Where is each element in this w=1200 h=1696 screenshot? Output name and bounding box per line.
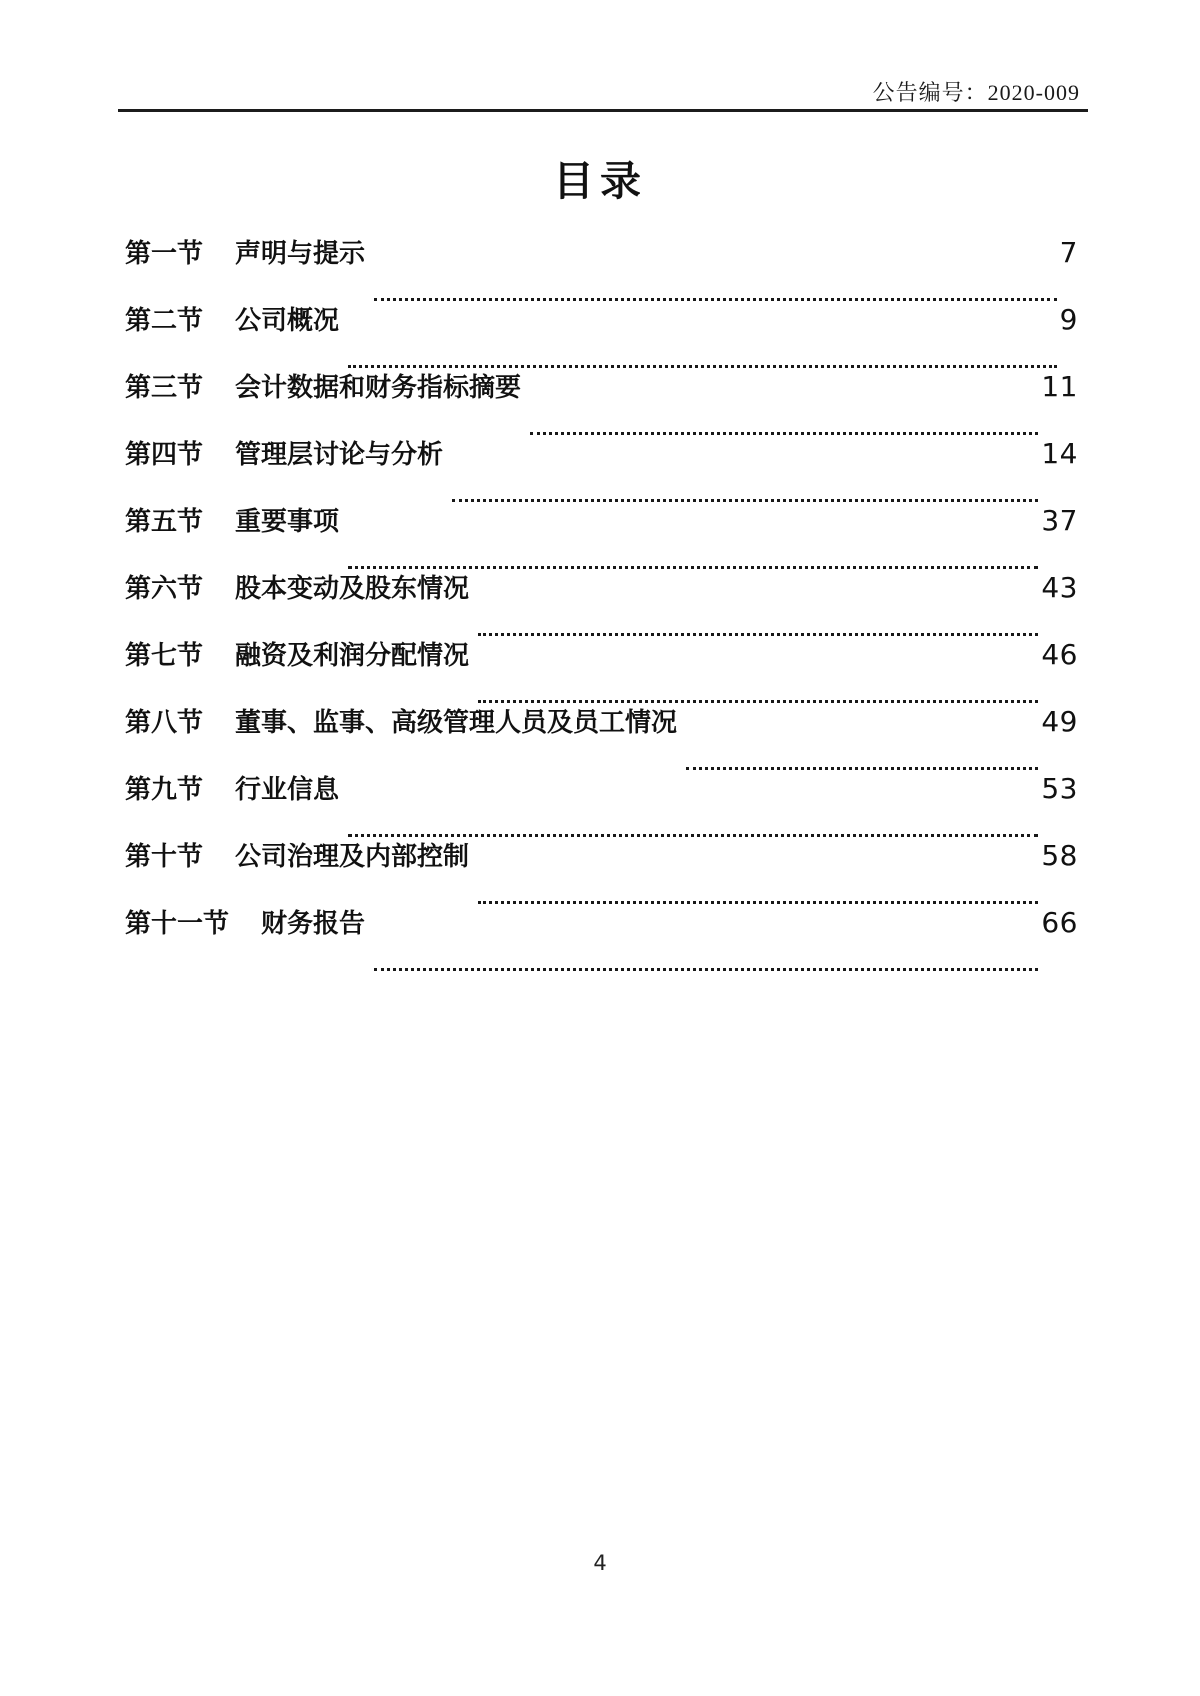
toc-page-number: 58: [1041, 839, 1078, 872]
toc-page-number: 14: [1041, 437, 1078, 470]
dot-leader: [530, 432, 1038, 435]
dot-leader: [478, 700, 1038, 703]
dot-leader: [374, 298, 1057, 301]
dot-leader: [374, 968, 1038, 971]
toc-entry[interactable]: [125, 774, 1078, 841]
dot-leader: [348, 566, 1038, 569]
toc-entry-title: 融资及利润分配情况: [235, 641, 470, 670]
toc-page-number: 49: [1041, 705, 1078, 738]
toc-entry-title: 公司概况: [235, 306, 340, 335]
toc-section-label: 第五节: [125, 507, 204, 536]
dot-leader: [348, 834, 1038, 837]
toc-entry[interactable]: [125, 908, 1078, 975]
announcement-number: 公告编号：2020-009: [872, 80, 1080, 105]
toc-page-number: 43: [1041, 571, 1078, 604]
toc-section-label: 第二节: [125, 306, 204, 335]
toc-page-number: 11: [1041, 370, 1078, 403]
toc-entry[interactable]: [125, 573, 1078, 640]
toc-section-label: 第八节: [125, 708, 204, 737]
dot-leader: [686, 767, 1038, 770]
toc-entry[interactable]: [125, 238, 1078, 305]
toc-entry[interactable]: [125, 841, 1078, 908]
dot-leader: [452, 499, 1038, 502]
toc-list: [125, 238, 1078, 975]
toc-section-label: 第十节: [125, 842, 204, 871]
toc-entry[interactable]: [125, 305, 1078, 372]
toc-entry-title: 董事、监事、高级管理人员及员工情况: [235, 708, 678, 737]
toc-entry[interactable]: [125, 506, 1078, 573]
page-title: 目录: [553, 158, 647, 204]
toc-page-number: 66: [1041, 906, 1078, 939]
toc-entry[interactable]: [125, 372, 1078, 439]
toc-entry[interactable]: [125, 640, 1078, 707]
toc-section-label: 第三节: [125, 373, 204, 402]
toc-entry-title: 声明与提示: [235, 239, 366, 268]
toc-entry-title: 管理层讨论与分析: [235, 440, 444, 469]
toc-entry-title: 股本变动及股东情况: [235, 574, 470, 603]
toc-section-label: 第十一节: [125, 909, 230, 938]
toc-entry-title: 会计数据和财务指标摘要: [235, 373, 522, 402]
toc-page-number: 53: [1041, 772, 1078, 805]
toc-page-number: 7: [1059, 236, 1078, 269]
toc-page-number: 37: [1041, 504, 1078, 537]
dot-leader: [348, 365, 1057, 368]
header-divider: [118, 109, 1088, 112]
toc-section-label: 第六节: [125, 574, 204, 603]
toc-section-label: 第一节: [125, 239, 204, 268]
toc-entry[interactable]: [125, 707, 1078, 774]
toc-section-label: 第九节: [125, 775, 204, 804]
dot-leader: [478, 901, 1038, 904]
toc-page-number: 46: [1041, 638, 1078, 671]
toc-page-number: 9: [1059, 303, 1078, 336]
toc-entry-title: 公司治理及内部控制: [235, 842, 470, 871]
toc-entry-title: 行业信息: [235, 775, 340, 804]
toc-entry-title: 财务报告: [261, 909, 366, 938]
toc-section-label: 第四节: [125, 440, 204, 469]
dot-leader: [478, 633, 1038, 636]
toc-entry[interactable]: [125, 439, 1078, 506]
footer-page-number: 4: [593, 1551, 607, 1575]
toc-entry-title: 重要事项: [235, 507, 340, 536]
toc-section-label: 第七节: [125, 641, 204, 670]
